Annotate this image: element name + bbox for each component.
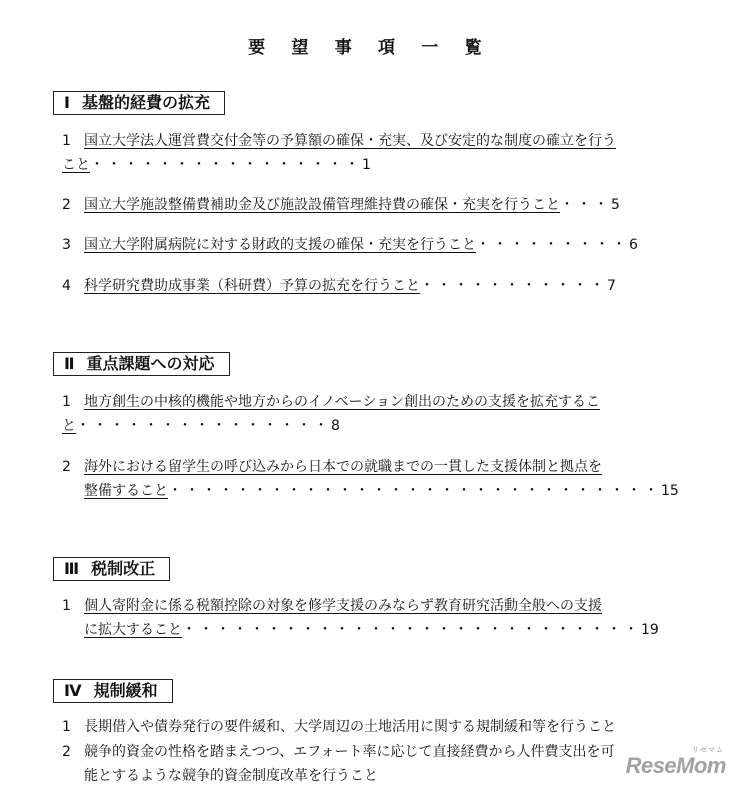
list-item	[62, 233, 687, 257]
item-text-cont: 能とするような競争的資金制度改革を行うこと	[84, 768, 378, 784]
item-text: 長期借入や債券発行の要件緩和、大学周辺の土地活用に関する規制緩和等を行うこと	[84, 719, 616, 735]
item-number: 4	[62, 278, 71, 294]
item-link-text-cont[interactable]: と	[62, 418, 76, 434]
list-item	[62, 594, 687, 642]
item-link-text[interactable]: 国立大学法人運営費交付金等の予算額の確保・充実、及び安定的な制度の確立を行う	[84, 133, 616, 149]
item-number: 3	[62, 237, 71, 253]
section-label: 税制改正	[91, 559, 156, 578]
item-number: 2	[62, 197, 71, 213]
leader-dots: ・・・・・・・・・・・・・・・・	[90, 157, 362, 173]
section-number: Ⅳ	[64, 681, 82, 700]
list-item	[62, 390, 687, 438]
section-label: 重点課題への対応	[86, 354, 215, 373]
leader-dots: ・・・・・・・・・・・・・・・・・・・・・・・・・・・	[182, 622, 641, 638]
resemom-logo	[625, 747, 726, 779]
page-number: 1	[362, 157, 371, 173]
section-4-heading	[53, 679, 173, 703]
page-number: 5	[611, 197, 620, 213]
leader-dots: ・・・・・・・・・・・・・・・・・・・・・・・・・・・・・	[168, 483, 661, 499]
item-number: 1	[62, 598, 71, 614]
item-number: 1	[62, 719, 71, 735]
leader-dots: ・・・・・・・・・・・・・・・	[76, 418, 331, 434]
section-number: Ⅲ	[64, 559, 80, 578]
section-3-heading	[53, 557, 170, 581]
item-number: 1	[62, 133, 71, 149]
list-item	[62, 740, 687, 788]
item-link-text-cont[interactable]: 整備すること	[84, 483, 168, 499]
section-label: 規制緩和	[93, 681, 158, 700]
item-text: 競争的資金の性格を踏まえつつ、エフォート率に応じて直接経費から人件費支出を可	[84, 744, 615, 760]
list-item	[62, 193, 687, 217]
item-link-text[interactable]: 地方創生の中核的機能や地方からのイノベーション創出のための支援を拡充するこ	[84, 394, 601, 410]
page-number: 15	[661, 483, 679, 499]
logo-text: ReseMom	[625, 753, 726, 778]
page-number: 7	[607, 278, 616, 294]
section-number: Ⅱ	[64, 354, 75, 373]
list-item	[62, 129, 687, 177]
section-2-heading	[53, 352, 230, 376]
item-link-text[interactable]: 国立大学施設整備費補助金及び施設設備管理維持費の確保・充実を行うこと	[84, 197, 560, 213]
item-link-text[interactable]: 科学研究費助成事業（科研費）予算の拡充を行うこと	[84, 278, 420, 294]
item-number: 2	[62, 744, 71, 760]
item-link-text[interactable]: 海外における留学生の呼び込みから日本での就職までの一貫した支援体制と拠点を	[84, 459, 602, 475]
item-link-text-cont[interactable]: こと	[62, 157, 90, 173]
page-number: 8	[331, 418, 340, 434]
section-number: Ⅰ	[64, 93, 70, 112]
leader-dots: ・・・	[560, 197, 611, 213]
item-link-text[interactable]: 個人寄附金に係る税額控除の対象を修学支援のみならず教育研究活動全般への支援	[84, 598, 602, 614]
item-number: 1	[62, 394, 71, 410]
section-label: 基盤的経費の拡充	[81, 93, 210, 112]
item-link-text-cont[interactable]: に拡大すること	[84, 622, 182, 638]
list-item	[62, 274, 687, 298]
list-item	[62, 715, 687, 739]
page-number: 6	[629, 237, 638, 253]
page-number: 19	[641, 622, 659, 638]
item-number: 2	[62, 459, 71, 475]
list-item	[62, 455, 687, 503]
section-1-heading	[53, 91, 225, 115]
logo-subtext: リセマム	[692, 747, 724, 754]
leader-dots: ・・・・・・・・・	[476, 237, 629, 253]
item-link-text[interactable]: 国立大学附属病院に対する財政的支援の確保・充実を行うこと	[84, 237, 476, 253]
leader-dots: ・・・・・・・・・・・	[420, 278, 607, 294]
page-title: 要 望 事 項 一 覧	[248, 38, 492, 58]
